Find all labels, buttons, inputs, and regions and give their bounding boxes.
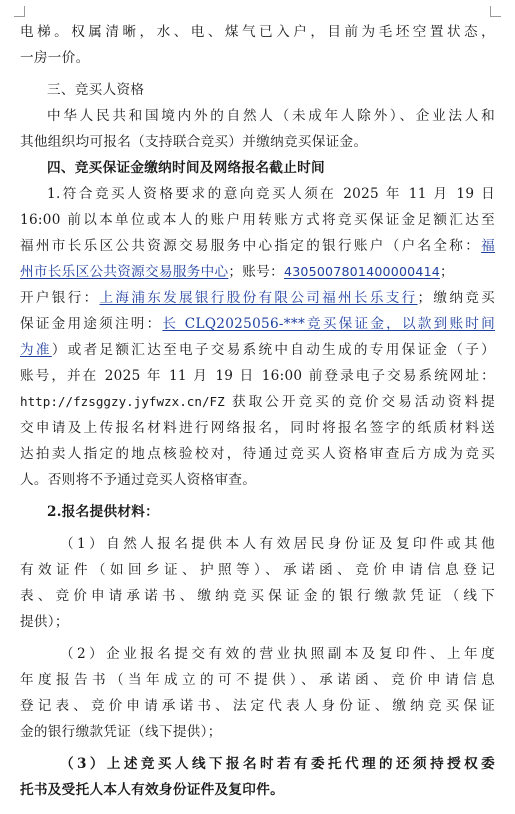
body-line: 交申请及上传报名材料进行网络报名，同时将报名签字的纸质材料送 [20,420,495,436]
account-number[interactable]: 4305007801400000414 [283,264,441,279]
body-text: 保证金用途须注明： [20,316,163,332]
body-line: 年度报告书（当年成立的可不提供）、承诺函、竞价申请信息 [20,672,495,688]
body-line: 有效证件（如回乡证、护照等）、承诺函、竞价申请信息登记 [20,562,495,578]
body-line: 金的银行缴款凭证（线下提供）； [20,724,222,740]
body-text: ；账号： [228,264,284,280]
body-line: 达拍卖人指定的地点核验校对，待通过竞买人资格审查后方成为竞买 [20,446,495,462]
body-line: 电梯。权属清晰，水、电、煤气已入户，目前为毛坯空置状态， [20,24,495,40]
body-line: 表、竞价申请承诺书、缴纳竞买保证金的银行缴款凭证（线下 [20,588,495,604]
account-name-link[interactable]: 州市长乐区公共资源交易服务中心 [20,264,229,280]
body-line-bold: 托书及受托人本人有效身份证件及复印件。 [20,782,284,798]
section-heading-deposit: 四、竞买保证金缴纳时间及网络报名截止时间 [47,160,325,176]
page-corner-mark-left [14,6,25,17]
body-line-bold: （3）上述竞买人线下报名时若有委托代理的还须持授权委 [60,756,495,772]
document-page [20,19,495,803]
body-text: ； [440,264,454,280]
remark-link[interactable]: 为准 [20,342,52,358]
body-line: 提供）； [20,614,69,630]
page-corner-mark-right [490,6,501,17]
body-line [20,259,495,285]
body-line [20,337,495,363]
bank-name-link[interactable]: 上海浦东发展银行股份有限公司福州长乐支行 [99,290,418,306]
body-text: 开户银行： [20,290,100,306]
body-line: （1）自然人报名提供本人有效居民身份证及复印件或其他 [60,536,495,552]
body-line: 1.符合竞买人资格要求的意向竞买人须在 2025 年 11 月 19 日 [47,186,495,202]
body-line: （2）企业报名提交有效的营业执照副本及复印件、上年度 [60,646,495,662]
body-line: 一房一价。 [20,50,90,66]
body-line: 账号，并在 2025 年 11 月 19 日 16:00 前登录电子交易系统网址： [20,368,495,384]
trading-system-url[interactable]: http://fzsggzy.jyfwzx.cn/FZ [20,394,225,409]
body-text: 福州市长乐区公共资源交易服务中心指定的银行账户（户名全称： [20,238,482,254]
body-line [20,285,495,311]
body-text: ；缴纳竞买 [417,290,495,306]
body-line: 其他组织均可报名（支持联合竞买）并缴纳竞买保证金。 [20,134,368,150]
body-line: 中华人民共和国境内外的自然人（未成年人除外）、企业法人和 [47,108,495,124]
body-text: ）或者足额汇达至电子交易系统中自动生成的专用保证金（子） [51,342,495,358]
body-line: 16:00 前以本单位或本人的账户用转账方式将竞买保证金足额汇达至 [20,212,495,228]
subheading-materials: 2.报名提供材料： [47,504,160,520]
body-line [20,389,495,415]
account-name-link[interactable]: 福 [481,238,495,254]
body-line [20,311,495,337]
body-line: 人。否则将不予通过竞买人资格审查。 [20,472,257,488]
body-line: 登记表、竞价申请承诺书、法定代表人身份证、缴纳竞买保证 [20,698,495,714]
body-line [20,233,495,259]
section-heading-qualification: 三、竞买人资格 [47,82,145,98]
remark-link[interactable]: 长 CLQ2025056-***竞买保证金，以款到账时间 [162,316,495,332]
body-text: 获取公开竞买的竞价交易活动资料提 [224,394,495,410]
